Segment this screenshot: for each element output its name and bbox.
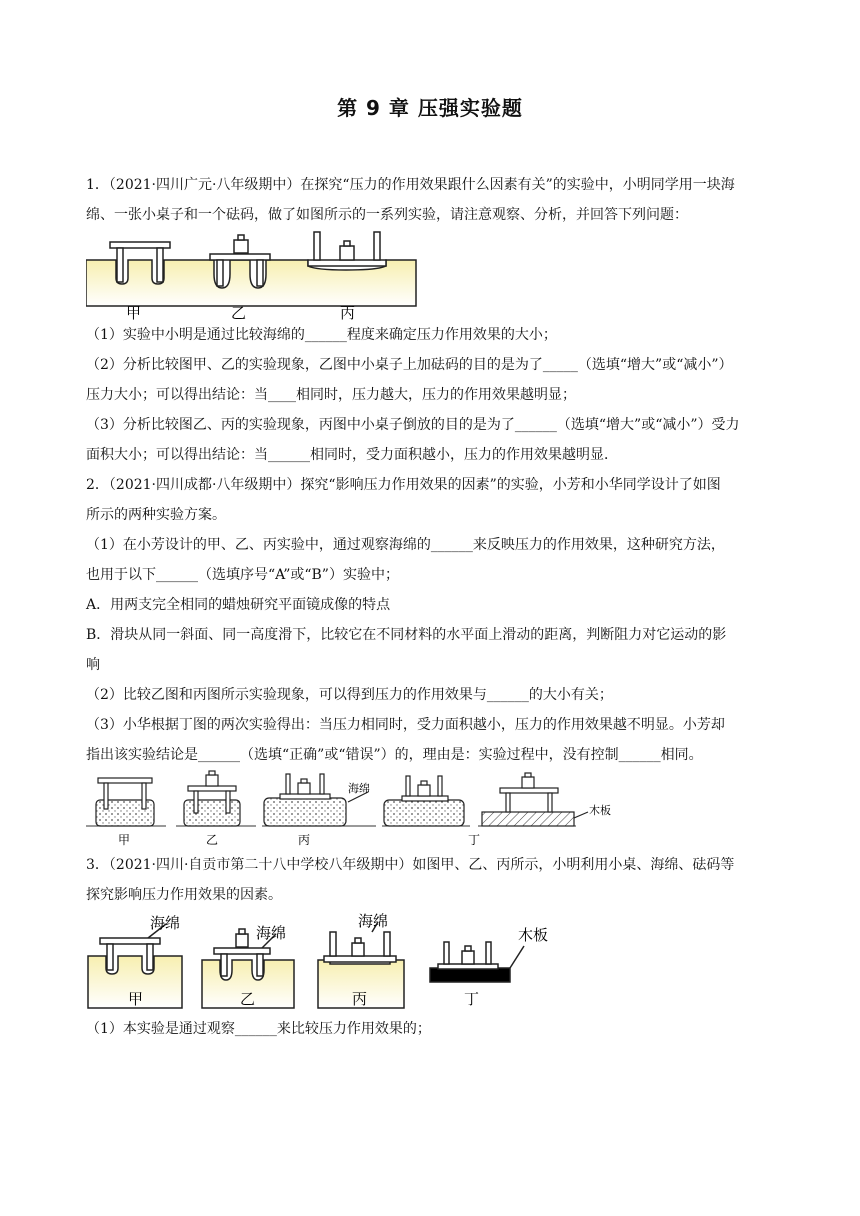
- q2-fig-label-1: 甲: [118, 833, 131, 847]
- q2-part-3b: 指出该实验结论是______（选填“正确”或“错误”）的，理由是：实验过程中，没有控制______相同。: [86, 747, 703, 763]
- q1-part-2b: 压力大小；可以得出结论：当____相同时，压力越大，压力的作用效果越明显；: [86, 387, 576, 403]
- q2-stem-line-1: 2．（2021·四川成都·八年级期中）探究“影响压力作用效果的因素”的实验，小芳和小华同学设计了如图: [86, 477, 721, 493]
- q3-fig-label-1: 甲: [128, 990, 144, 1008]
- q2-fig-label-4: 丁: [468, 833, 481, 847]
- q3-setup-d: [430, 942, 524, 982]
- q3-stem-line-1: 3．（2021·四川·自贡市第二十八中学校八年级期中）如图甲、乙、丙所示，小明利用小桌、海绵、砝码等: [86, 857, 735, 873]
- q2-option-b-line-2: 响: [86, 657, 100, 673]
- q3-fig-label-2: 乙: [240, 990, 256, 1008]
- q2-board-label: 木板: [589, 804, 611, 817]
- q2-sponge-label: 海绵: [348, 782, 370, 795]
- q3-part-1: （1）本实验是通过观察______来比较压力作用效果的；: [86, 1021, 431, 1037]
- q1-fig-label-2: 乙: [231, 304, 247, 320]
- q2-setup-d1: [384, 776, 464, 826]
- q2-part-3a: （3）小华根据丁图的两次实验得出：当压力相同时，受力面积越小，压力的作用效果越不明显。小芳却: [86, 717, 725, 733]
- q1-stem-line-2: 绵、一张小桌子和一个砝码，做了如图所示的一系列实验，请注意观察、分析，并回答下列问题：: [86, 207, 688, 223]
- q3-sponge-label-c: 海绵: [358, 912, 389, 930]
- q2-part-1a: （1）在小芳设计的甲、乙、丙实验中，通过观察海绵的______来反映压力的作用效果，这种研究方法，: [86, 537, 725, 553]
- q1-part-3a: （3）分析比较图乙、丙的实验现象，丙图中小桌子倒放的目的是为了______（选填“增大”或“减小”）受力: [86, 417, 740, 433]
- q1-table-c: [308, 232, 386, 266]
- q1-fig-label-1: 甲: [126, 304, 142, 320]
- document-body: [86, 170, 776, 1044]
- q2-setup-a: [96, 778, 154, 826]
- q1-part-3b: 面积大小；可以得出结论：当______相同时，受力面积越小，压力的作用效果越明显．: [86, 447, 618, 463]
- q1-stem-line-1: 1．（2021·四川广元·八年级期中）在探究“压力的作用效果跟什么因素有关”的实验中，小明同学用一块海: [86, 177, 735, 193]
- q3-sponge-label-a: 海绵: [150, 914, 181, 932]
- q3-board-label: 木板: [518, 926, 549, 944]
- q2-fig-label-2: 乙: [206, 833, 219, 847]
- page-title: 第 9 章 压强实验题: [337, 96, 523, 120]
- q3-fig-label-4: 丁: [464, 990, 480, 1008]
- q1-figure: [86, 230, 776, 320]
- q2-option-b-line-1: B．滑块从同一斜面、同一高度滑下，比较它在不同材料的水平面上滑动的距离，判断阻力对它运动的影: [86, 627, 727, 643]
- q2-option-a: A．用两支完全相同的蜡烛研究平面镜成像的特点: [86, 597, 391, 613]
- q2-fig-label-3: 丙: [298, 833, 311, 847]
- q2-figure: [86, 770, 776, 850]
- q1-fig-label-3: 丙: [340, 304, 356, 320]
- q2-setup-b: [184, 771, 240, 826]
- q3-fig-label-3: 丙: [352, 990, 368, 1008]
- q1-part-2a: （2）分析比较图甲、乙的实验现象，乙图中小桌子上加砝码的目的是为了_____（选填“增大”或“减小”）: [86, 357, 733, 373]
- q3-figure: [86, 910, 776, 1014]
- q2-stem-line-2: 所示的两种实验方案。: [86, 507, 226, 523]
- q2-part-2: （2）比较乙图和丙图所示实验现象，可以得到压力的作用效果与______的大小有关；: [86, 687, 613, 703]
- q1-sponge: [86, 260, 416, 306]
- q3-stem-line-2: 探究影响压力作用效果的因素。: [86, 887, 282, 903]
- q3-sponge-label-b: 海绵: [256, 924, 287, 942]
- q1-part-1: （1）实验中小明是通过比较海绵的______程度来确定压力作用效果的大小；: [86, 327, 557, 343]
- q2-setup-d2: [482, 773, 588, 826]
- q2-part-1b: 也用于以下______（选填序号“A”或“B”）实验中；: [86, 567, 399, 583]
